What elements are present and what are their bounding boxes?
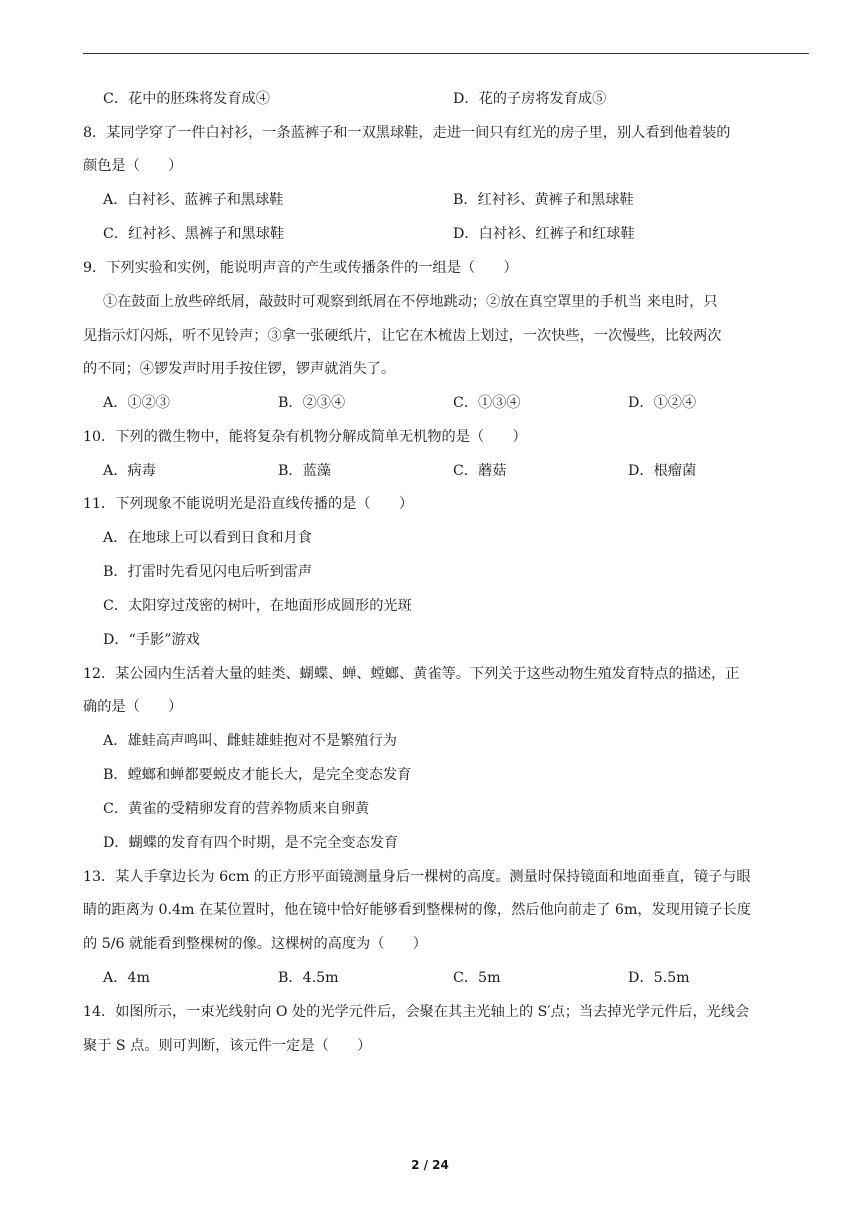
q10-stem: 10．下列的微生物中，能将复杂有机物分解成简单无机物的是（ ） (83, 429, 527, 445)
q12-stem-line1: 12．某公园内生活着大量的蛙类、蝴蝶、蝉、螳螂、黄雀等。下列关于这些动物生殖发育特点的描述，正 (83, 666, 740, 682)
q12-option-c: C．黄雀的受精卵发育的营养物质来自卵黄 (103, 801, 370, 817)
q9-option-c: C．①③④ (453, 395, 521, 411)
q13-stem-line1: 13．某人手拿边长为 6cm 的正方形平面镜测量身后一棵树的高度。测量时保持镜面和地面垂直，镜子与眼 (83, 869, 751, 885)
q13-stem-line2: 睛的距离为 0.4m 在某位置时，他在镜中恰好能够看到整棵树的像，然后他向前走了 6m，发现用镜子长度 (83, 902, 751, 918)
q11-option-b: B．打雷时先看见闪电后听到雷声 (103, 564, 313, 580)
q10-option-d: D．根瘤菌 (628, 463, 697, 479)
q8-option-c: C．红衬衫、黑裤子和黑球鞋 (103, 226, 285, 242)
q9-body-line1: ①在鼓面上放些碎纸屑，敲鼓时可观察到纸屑在不停地跳动；②放在真空罩里的手机当 来电时，只 (103, 294, 718, 310)
q10-option-b: B．蓝藻 (278, 463, 331, 479)
q8-stem-line2: 颜色是（ ） (83, 158, 183, 174)
q8-option-a: A．白衬衫、蓝裤子和黑球鞋 (103, 192, 284, 208)
q9-body-line3: 的不同；④锣发声时用手按住锣，锣声就消失了。 (83, 361, 396, 377)
q13-option-b: B．4.5m (278, 970, 339, 986)
q11-option-d: D．“手影”游戏 (103, 632, 200, 648)
q14-stem-line2: 聚于 S 点。则可判断，该元件一定是（ ） (83, 1038, 372, 1054)
q7-option-d: D．花的子房将发育成⑤ (453, 91, 607, 107)
q12-stem-line2: 确的是（ ） (83, 699, 183, 715)
q13-option-c: C．5m (453, 970, 501, 986)
q8-option-b: B．红衬衫、黄裤子和黑球鞋 (453, 192, 634, 208)
q12-option-a: A．雄蛙高声鸣叫、雌蛙雄蛙抱对不是繁殖行为 (103, 733, 397, 749)
q7-option-c: C．花中的胚珠将发育成④ (103, 91, 270, 107)
q10-option-a: A．病毒 (103, 463, 156, 479)
q9-option-a: A．①②③ (103, 395, 170, 411)
q12-option-d: D．蝴蝶的发育有四个时期，是不完全变态发育 (103, 835, 399, 851)
q13-option-a: A．4m (103, 970, 150, 986)
q13-stem-line3: 的 5/6 就能看到整棵树的像。这棵树的高度为（ ） (83, 936, 427, 952)
q12-option-b: B．螳螂和蝉都要蜕皮才能长大，是完全变态发育 (103, 767, 412, 783)
header-rule (83, 53, 809, 54)
q9-option-b: B．②③④ (278, 395, 346, 411)
q11-stem: 11．下列现象不能说明光是沿直线传播的是（ ） (83, 496, 414, 512)
q14-stem-line1: 14．如图所示，一束光线射向 O 处的光学元件后，会聚在其主光轴上的 S′点；当去掉光学元件后，光线会 (83, 1004, 750, 1020)
q10-option-c: C．蘑菇 (453, 463, 507, 479)
q8-stem-line1: 8．某同学穿了一件白衬衫，一条蓝裤子和一双黑球鞋，走进一间只有红光的房子里，别人看到他着装的 (83, 125, 731, 141)
q11-option-c: C．太阳穿过茂密的树叶，在地面形成圆形的光斑 (103, 598, 412, 614)
q9-body-line2: 见指示灯闪烁，听不见铃声；③拿一张硬纸片，让它在木梳齿上划过，一次快些，一次慢些，比较两次 (83, 328, 722, 344)
q8-option-d: D．白衬衫、红裤子和红球鞋 (453, 226, 635, 242)
q9-option-d: D．①②④ (628, 395, 697, 411)
q9-stem: 9．下列实验和实例，能说明声音的产生或传播条件的一组是（ ） (83, 260, 518, 276)
q11-option-a: A．在地球上可以看到日食和月食 (103, 530, 312, 546)
q13-option-d: D．5.5m (628, 970, 690, 986)
page-number: 2 / 24 (411, 1158, 449, 1172)
